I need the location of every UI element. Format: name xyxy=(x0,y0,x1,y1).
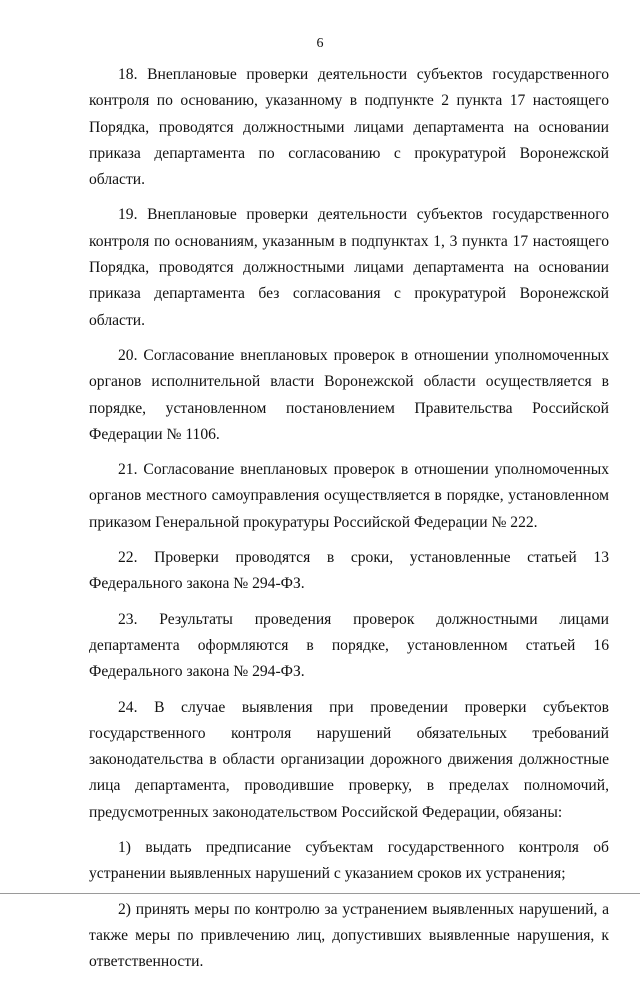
paragraph-20: 20. Согласование внеплановых проверок в отношении уполномоченных органов исполнительной власти Воронежской области осуществляется в порядке, установленном постановлением Правительства Российской Федерации № 1106. xyxy=(89,346,609,443)
paragraph-21: 21. Согласование внеплановых проверок в отношении уполномоченных органов местного самоуправления осуществляется в порядке, установленном приказом Генеральной прокуратуры Российской Федерации № 222. xyxy=(89,461,609,531)
paragraph-24: 24. В случае выявления при проведении проверки субъектов государственного контроля нарушений обязательных требований законодательства в области организации дорожного движения должностные лица департамента, проводившие проверку, в пределах полномочий, предусмотренных законодательством Российской Федерации, обязаны: xyxy=(89,698,609,821)
subitem-2: 2) принять меры по контролю за устранением выявленных нарушений, а также меры по привлечению лиц, допустивших выявленные нарушения, к ответственности. xyxy=(89,900,609,971)
subitem-1: 1) выдать предписание субъектам государственного контроля об устранении выявленных нарушений с указанием сроков их устранения; xyxy=(89,839,609,883)
document-body xyxy=(89,62,609,985)
paragraph-18: 18. Внеплановые проверки деятельности субъектов государственного контроля по основанию, указанному в подпункте 2 пункта 17 настоящего Порядка, проводятся должностными лицами департамента на основании приказа департамента по согласованию с прокуратурой Воронежской области. xyxy=(89,66,609,189)
page-bottom-divider xyxy=(0,893,640,894)
paragraph-23: 23. Результаты проведения проверок должностными лицами департамента оформляются в порядке, установленном статьей 16 Федерального закона № 294-ФЗ. xyxy=(89,610,609,681)
page-number: 6 xyxy=(316,36,324,51)
paragraph-22: 22. Проверки проводятся в сроки, установленные статьей 13 Федерального закона № 294-ФЗ. xyxy=(89,549,609,593)
paragraph-19: 19. Внеплановые проверки деятельности субъектов государственного контроля по основаниям, указанным в подпунктах 1, 3 пункта 17 настоящего Порядка, проводятся должностными лицами департамента на основании приказа департамента без согласования с прокуратурой Воронежской области. xyxy=(89,206,609,329)
